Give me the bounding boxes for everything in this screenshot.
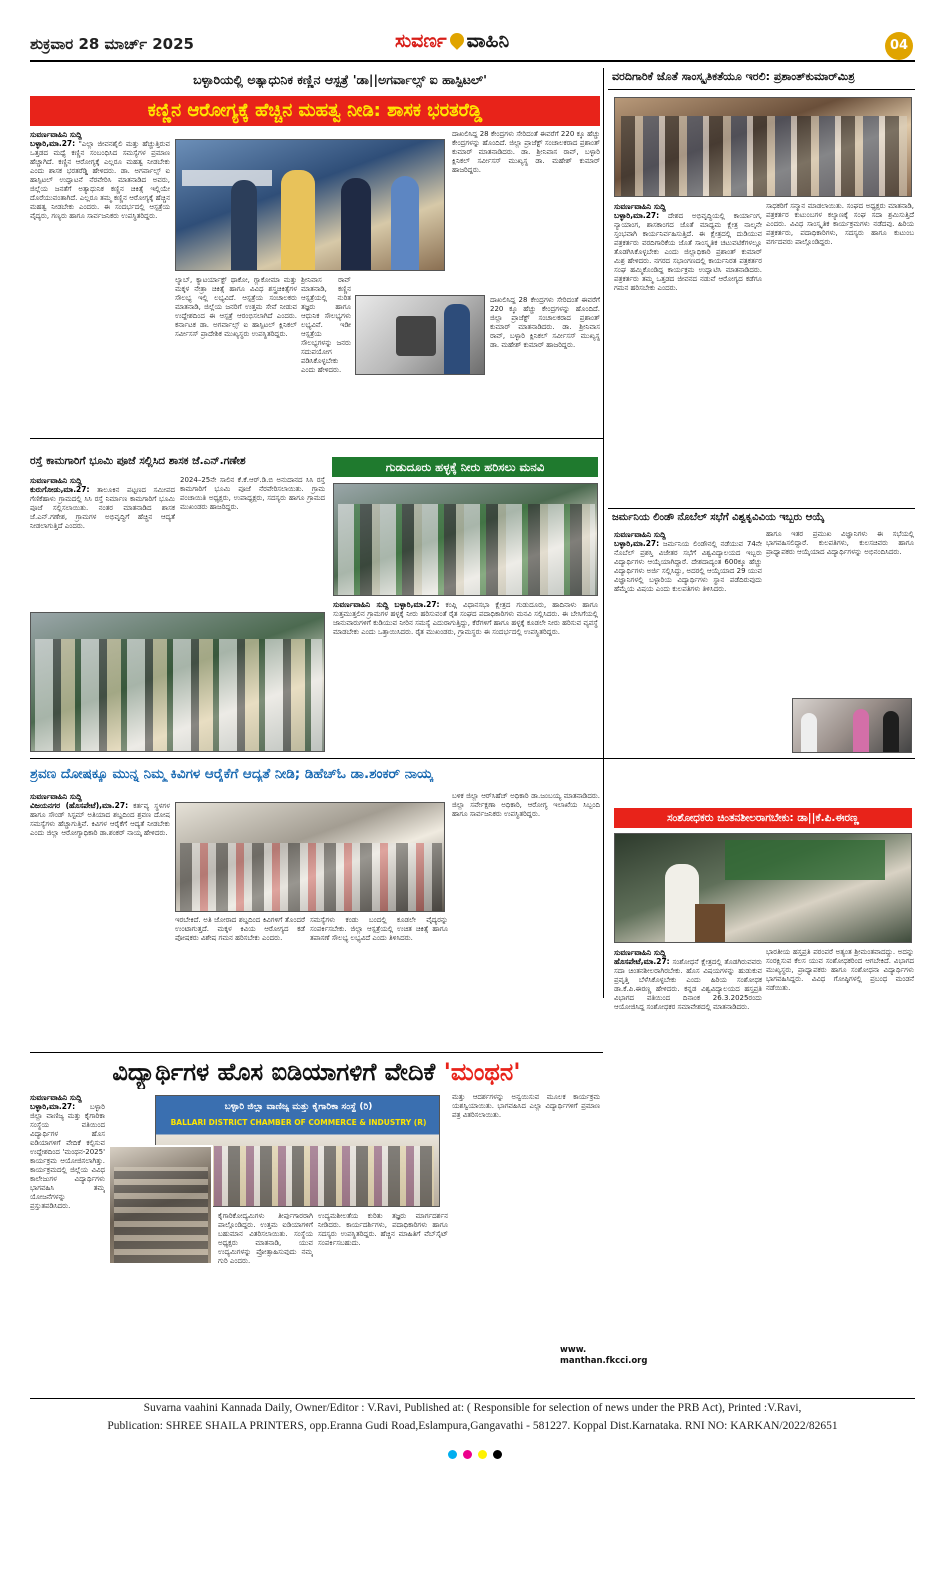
- black-mark-icon: [493, 1450, 502, 1459]
- story3-source: ಸುವರ್ಣವಾಹಿನಿ ಸುದ್ದಿ: [30, 476, 82, 485]
- audience: [180, 843, 442, 912]
- story8-body-3: ಉದ್ಯಮಶೀಲತೆಯ ಕುರಿತು ತಜ್ಞರು ಮಾರ್ಗದರ್ಶನ ನೀಡಿದರು. ಕಾರ್ಯದರ್ಶಿಗಳು, ಪದಾಧಿಕಾರಿಗಳು ಹಾಗೂ ಸದಸ್ಯರು ಉಪಸ್ಥಿತರಿದ್ದರು. ಹೆಚ್ಚಿನ ಮಾಹಿತಿಗೆ ವೆಬ್‌ಸೈಟ್ ಸಂಪರ್ಕಿಸಬಹುದು.: [318, 1212, 448, 1247]
- crowd: [338, 504, 595, 596]
- section-rule: [30, 438, 603, 439]
- story5-col1: [614, 530, 762, 752]
- person-figure: [341, 178, 371, 271]
- masthead: [0, 0, 945, 60]
- story1-col4: [452, 130, 600, 290]
- person-figure: [883, 711, 899, 753]
- story1-headline: ಕಣ್ಣಿನ ಆರೋಗ್ಯಕ್ಕೆ ಹೆಚ್ಚಿನ ಮಹತ್ವ ನೀಡಿ: ಶಾಸಕ ಭರತರೆಡ್ಡಿ: [147, 100, 483, 121]
- story8-headline: [30, 1055, 603, 1089]
- story2-col2: [766, 202, 914, 502]
- story1-dateline: ಬಳ್ಳಾರಿ,ಮಾ.27:: [30, 139, 76, 148]
- story7-dateline: ಹೊಸಪೇಟೆ,ಮಾ.27:: [614, 957, 670, 966]
- story6-col1: [30, 792, 170, 1047]
- registration-marks: [40, 1444, 910, 1463]
- magenta-mark-icon: [463, 1450, 472, 1459]
- section-rule: [608, 508, 915, 509]
- story7-headline-bar: [614, 808, 912, 828]
- story1-col4b: [490, 296, 600, 432]
- story2-dateline: ಬಳ್ಳಾರಿ,ಮಾ.27:: [614, 211, 660, 220]
- section-rule: [30, 758, 915, 759]
- story5-headline: ಜರ್ಮನಿಯ ಲಿಂಡೌ ನೊಬೆಲ್ ಸಭೆಗೆ ವಿಶ್ವಕೃವಿವಿಯ ಇಬ್ಬರು ಆಯ್ಕೆ: [612, 512, 825, 523]
- story1-kicker: ಬಳ್ಳಾರಿಯಲ್ಲಿ ಅತ್ಯಾಧುನಿಕ ಕಣ್ಣಿನ ಆಸ್ಪತ್ರೆ 'ಡಾ||ಅಗರ್ವಾಲ್ಸ್ ಐ ಹಾಸ್ಪಿಟಲ್': [193, 72, 487, 87]
- story7-col2: [766, 948, 914, 1393]
- story8-headline-accent: 'ಮಂಥನ': [443, 1058, 521, 1086]
- story4-source: ಸುವರ್ಣವಾಹಿನಿ ಸುದ್ದಿ: [333, 600, 389, 609]
- chamber-banner-kn: ಬಳ್ಳಾರಿ ಜಿಲ್ಲಾ ವಾಣಿಜ್ಯ ಮತ್ತು ಕೈಗಾರಿಕಾ ಸಂಸ್ಥೆ (ರಿ): [224, 1102, 373, 1112]
- masthead-logo: [395, 30, 555, 56]
- story8-col3: [318, 1212, 448, 1392]
- story6-col2: [175, 916, 305, 1048]
- story6-photo-awareness: [175, 802, 445, 912]
- story3-body-1: ತಾಲೂಕಿನ ಪಟ್ಟಣದ ಸಮೀಪದ ಗೆಣಿಕೆಹಾಳು ಗ್ರಾಮದಲ್ಲಿ ಸಿಸಿ ರಸ್ತೆ ನಿರ್ಮಾಣ ಕಾಮಗಾರಿಗೆ ಭೂಮಿ ಪೂಜೆ ಸಲ್ಲಿಸಲಾಯಿತು. ನಂತರ ಮಾತನಾಡಿದ ಶಾಸಕ ಜೆ.ಎನ್.ಗಣೇಶ, ಗ್ರಾಮಗಳ ಅಭಿವೃದ್ಧಿಗೆ ಹೆಚ್ಚಿನ ಆದ್ಯತೆ ನೀಡಲಾಗುತ್ತಿದೆ ಎಂದರು.: [30, 486, 175, 530]
- person-figure: [231, 180, 257, 271]
- crowd: [35, 639, 322, 752]
- stage-banner: [725, 840, 885, 880]
- footer-rule: [30, 1398, 915, 1399]
- story6-headline: ಶ್ರವಣ ದೋಷಕ್ಕೂ ಮುನ್ನ ನಿಮ್ಮ ಕಿವಿಗಳ ಆರೈಕೆಗೆ ಆದ್ಯತೆ ನೀಡಿ; ಡಿಹೆಚ್‌ಓ ಡಾ.ಶಂಕರ್ ನಾಯ್ಕ: [30, 766, 433, 782]
- imprint-line-1: Suvarna vaahini Kannada Daily, Owner/Editor : V.Ravi, Published at: ( Responsible for selection of news under the PRB Act), Printed :V.Ravi,: [143, 1402, 802, 1414]
- section-rule: [30, 1052, 603, 1053]
- page-number-badge: [885, 32, 913, 60]
- person-figure: [801, 713, 817, 753]
- cyan-mark-icon: [448, 1450, 457, 1459]
- logo-part-1: ಸುವರ್ಣ: [395, 30, 447, 52]
- story3-body-2: 2024–25ನೇ ಸಾಲಿನ ಕೆ.ಕೆ.ಆರ್.ಡಿ.ಬಿ ಅನುದಾನದ ಸಿಸಿ ರಸ್ತೆ ಕಾಮಗಾರಿಗೆ ಭೂಮಿ ಪೂಜೆ ನೆರವೇರಿಸಲಾಯಿತು. ಗ್ರಾಮ ಪಂಚಾಯಿತಿ ಅಧ್ಯಕ್ಷರು, ಉಪಾಧ್ಯಕ್ಷರು, ಸದಸ್ಯರು ಹಾಗೂ ಗ್ರಾಮದ ಮುಖಂಡರು ಹಾಜರಿದ್ದರು.: [180, 476, 325, 511]
- column-divider: [603, 68, 604, 998]
- story5-source: ಸುವರ್ಣವಾಹಿನಿ ಸುದ್ದಿ: [614, 530, 666, 539]
- story8-photo-audience: [108, 1145, 213, 1265]
- story4-body: ಕಂಪ್ಲಿ ವಿಧಾನಸಭಾ ಕ್ಷೇತ್ರದ ಗುಡುದೂರು, ಹಾದಿನಾಳು ಹಾಗೂ ಸುತ್ತಮುತ್ತಲಿನ ಗ್ರಾಮಗಳ ಹಳ್ಳಕ್ಕೆ ನೀರು ಹರಿಸುವಂತೆ ರೈತ ಸಂಘದ ಪದಾಧಿಕಾರಿಗಳು ಮನವಿ ಸಲ್ಲಿಸಿದರು. ಈ ಬೇಸಿಗೆಯಲ್ಲಿ ಜಾನುವಾರುಗಳಿಗೆ ಕುಡಿಯುವ ನೀರಿನ ಸಮಸ್ಯೆ ಎದುರಾಗುತ್ತಿದ್ದು, ಕೆರೆಗಳಿಗೆ ಹಾಗೂ ಹಳ್ಳಕ್ಕೆ ಕೂಡಲೇ ನೀರು ಹರಿಸುವ ವ್ಯವಸ್ಥೆ ಮಾಡಬೇಕು ಎಂದು ಒತ್ತಾಯಿಸಿದರು. ರೈತ ಮುಖಂಡರು, ಗ್ರಾಮಸ್ಥರು ಈ ಸಂದರ್ಭದಲ್ಲಿ ಉಪಸ್ಥಿತರಿದ್ದರು.: [333, 601, 598, 636]
- person-figure: [853, 709, 869, 753]
- story1-headline-bar: [30, 96, 600, 126]
- story1-body-4b: ದಾಖಲಿಸಿದ್ದ 28 ಕೇಂದ್ರಗಳು ಸೇರಿದಂತೆ ಈವರೆಗೆ 220 ಕ್ಕೂ ಹೆಚ್ಚು ಕೇಂದ್ರಗಳನ್ನು ಹೊಂದಿದೆ. ಜಿಲ್ಲಾ ಪ್ರಾಜೆಕ್ಟ್ ಸಂಚಾಲಕರಾದ ಪ್ರಶಾಂತ್ ಕುಮಾರ್ ಮಾತನಾಡಿದರು. ಡಾ. ಶ್ರೀನಿವಾಸ ರಾವ್, ಬಳ್ಳಾರಿ ಕ್ಲಿನಿಕಲ್ ಸರ್ವೀಸಸ್ ಮುಖ್ಯಸ್ಥ ಡಾ. ಮಹೇಶ್ ಕುಮಾರ್ ಹಾಜರಿದ್ದರು.: [490, 296, 600, 349]
- story6-body-4: ಬಳಿಕ ಜಿಲ್ಲಾ ಆರ್‌ಸಿಹೆಚ್ ಅಧಿಕಾರಿ ಡಾ.ಜಂಬಯ್ಯ ಮಾತನಾಡಿದರು. ಜಿಲ್ಲಾ ಸರ್ವೇಕ್ಷಣಾ ಅಧಿಕಾರಿ, ಆರೋಗ್ಯ ಇಲಾಖೆಯ ಸಿಬ್ಬಂದಿ ಹಾಗೂ ಸಾರ್ವಜನಿಕರು ಉಪಸ್ಥಿತರಿದ್ದರು.: [452, 792, 600, 818]
- story2-body-2: ಸಾಧಕರಿಗೆ ಸನ್ಮಾನ ಮಾಡಲಾಯಿತು. ಸಂಘದ ಅಧ್ಯಕ್ಷರು ಮಾತನಾಡಿ, ಪತ್ರಕರ್ತರ ಕುಟುಂಬಗಳ ಕಲ್ಯಾಣಕ್ಕೆ ಸಂಘ ಸದಾ ಶ್ರಮಿಸುತ್ತಿದೆ ಎಂದರು. ವಿವಿಧ ಸಾಂಸ್ಕೃತಿಕ ಕಾರ್ಯಕ್ರಮಗಳು ನಡೆದವು. ಹಿರಿಯ ಪತ್ರಕರ್ತರು, ಪದಾಧಿಕಾರಿಗಳು, ಸದಸ್ಯರು ಹಾಗೂ ಕುಟುಂಬ ವರ್ಗದವರು ಪಾಲ್ಗೊಂಡಿದ್ದರು.: [766, 202, 914, 246]
- story8-headline-plain: ವಿದ್ಯಾರ್ಥಿಗಳ ಹೊಸ ಐಡಿಯಾಗಳಿಗೆ ವೇದಿಕೆ: [112, 1058, 444, 1086]
- story7-photo-seminar: [614, 833, 912, 943]
- chamber-banner-en: BALLARI DISTRICT CHAMBER OF COMMERCE & INDUSTRY (R): [170, 1118, 427, 1127]
- story5-body-1: ಜರ್ಮನಿಯ ಲಿಂಡೌನಲ್ಲಿ ನಡೆಯುವ 74ನೇ ನೊಬೆಲ್ ಪ್ರಶಸ್ತಿ ವಿಜೇತರ ಸಭೆಗೆ ವಿಶ್ವವಿದ್ಯಾಲಯದ ಇಬ್ಬರು ವಿದ್ಯಾರ್ಥಿಗಳು ಆಯ್ಕೆಯಾಗಿದ್ದಾರೆ. ದೇಶದಾದ್ಯಂತ 600ಕ್ಕೂ ಹೆಚ್ಚು ವಿದ್ಯಾರ್ಥಿಗಳು ಅರ್ಜಿ ಸಲ್ಲಿಸಿದ್ದು, ಅದರಲ್ಲಿ ಆಯ್ಕೆಯಾದ 29 ಯುವ ವಿಜ್ಞಾನಿಗಳಲ್ಲಿ ಬಳ್ಳಾರಿಯ ವಿದ್ಯಾರ್ಥಿಗಳು ಸ್ಥಾನ ಪಡೆದಿರುವುದು ಹೆಮ್ಮೆಯ ವಿಷಯ ಎಂದು ಕುಲಪತಿಗಳು ತಿಳಿಸಿದರು.: [614, 540, 762, 593]
- story5-col2: [766, 530, 914, 690]
- story5-photo: [792, 698, 912, 753]
- story6-source: ಸುವರ್ಣವಾಹಿನಿ ಸುದ್ದಿ: [30, 792, 82, 801]
- logo-flame-icon: [447, 30, 467, 50]
- page-number: 04: [889, 38, 909, 53]
- story1-body-2: ಲ್ಯಾಬ್, ಕ್ಯಾಟರ್ಯಾಕ್ಟ್ ಥಾಕೋ, ಗ್ಲಾಕೋಮಾ ಮತ್ತು ಮಕ್ಕಳ ನೇತ್ರಾ ಚಿಕಿತ್ಸೆ ಹಾಗೂ ವಿವಿಧ ಶಸ್ತ್ರಚಿಕಿತ್ಸೆಗಳ ಸೌಲಭ್ಯ ಇಲ್ಲಿ ಲಭ್ಯವಿದೆ. ಆಸ್ಪತ್ರೆಯ ಸಂಚಾಲಕರು ಮಾತನಾಡಿ, ಜಿಲ್ಲೆಯ ಜನರಿಗೆ ಉತ್ತಮ ಸೇವೆ ನೀಡುವ ಉದ್ದೇಶದಿಂದ ಈ ಆಸ್ಪತ್ರೆ ಆರಂಭಿಸಲಾಗಿದೆ ಎಂದರು. ಕರ್ನಾಟಕ ಡಾ. ಅಗರ್ವಾಲ್ಸ್ ಐ ಹಾಸ್ಪಿಟಲ್ ಕ್ಲಿನಿಕಲ್ ಸರ್ವೀಸಸ್ ಪ್ರಾದೇಶಿಕ ಮುಖ್ಯಸ್ಥರು ಉಪಸ್ಥಿತರಿದ್ದರು.: [175, 276, 297, 338]
- story8-body-2: ಕೈಗಾರಿಕೋದ್ಯಮಿಗಳು ತೀರ್ಪುಗಾರರಾಗಿ ಪಾಲ್ಗೊಂಡಿದ್ದರು. ಉತ್ತಮ ಐಡಿಯಾಗಳಿಗೆ ಬಹುಮಾನ ವಿತರಿಸಲಾಯಿತು. ಸಂಸ್ಥೆಯ ಅಧ್ಯಕ್ಷರು ಮಾತನಾಡಿ, ಯುವ ಉದ್ಯಮಿಗಳನ್ನು ಪ್ರೋತ್ಸಾಹಿಸುವುದು ನಮ್ಮ ಗುರಿ ಎಂದರು.: [218, 1212, 313, 1265]
- story6-body-2: ಇರಬೇಕಿದೆ. ಅತಿ ಜೋರಾದ ಶಬ್ದದಿಂದ ಕಿವಿಗಳಿಗೆ ತೊಂದರೆ ಉಂಟಾಗುತ್ತದೆ. ಮಕ್ಕಳ ಕಿವಿಯ ಆರೋಗ್ಯದ ಕಡೆ ಪೋಷಕರು ವಿಶೇಷ ಗಮನ ಹರಿಸಬೇಕು ಎಂದರು.: [175, 916, 305, 942]
- group-row: [621, 116, 907, 197]
- story6-body-3: ಸಮಸ್ಯೆಗಳು ಕಂಡು ಬಂದಲ್ಲಿ ಕೂಡಲೇ ವೈದ್ಯರನ್ನು ಸಂಪರ್ಕಿಸಬೇಕು. ಜಿಲ್ಲಾ ಆಸ್ಪತ್ರೆಯಲ್ಲಿ ಉಚಿತ ಚಿಕಿತ್ಸೆ ಹಾಗೂ ತಪಾಸಣೆ ಸೌಲಭ್ಯ ಲಭ್ಯವಿದೆ ಎಂದು ತಿಳಿಸಿದರು.: [310, 916, 448, 942]
- story6-col3: [310, 916, 448, 1048]
- story4-photo-memorandum: [333, 483, 598, 596]
- story3-headline: ರಸ್ತೆ ಕಾಮಗಾರಿಗೆ ಭೂಮಿ ಪೂಜೆ ಸಲ್ಲಿಸಿದ ಶಾಸಕ ಜೆ.ಎನ್.ಗಣೇಶ: [30, 455, 246, 467]
- story3-photo-ceremony: [30, 612, 325, 752]
- story4-dateline: ಬಳ್ಳಾರಿ,ಮಾ.27:: [394, 600, 440, 609]
- story7-body-2: ಭಾರತೀಯ ಹಸ್ತಪ್ರತಿ ಪರಂಪರೆ ಅತ್ಯಂತ ಶ್ರೀಮಂತವಾದದ್ದು. ಅದನ್ನು ಸಂರಕ್ಷಿಸುವ ಕೆಲಸ ಯುವ ಸಂಶೋಧಕರಿಂದ ಆಗಬೇಕಿದೆ. ವಿಭಾಗದ ಮುಖ್ಯಸ್ಥರು, ಪ್ರಾಧ್ಯಾಪಕರು ಹಾಗೂ ಸಂಶೋಧನಾ ವಿದ್ಯಾರ್ಥಿಗಳು ಭಾಗವಹಿಸಿದ್ದರು. ವಿವಿಧ ಗೋಷ್ಠಿಗಳಲ್ಲಿ ಪ್ರಬಂಧ ಮಂಡನೆ ನಡೆಯಿತು.: [766, 948, 914, 992]
- story8-dateline: ಬಳ್ಳಾರಿ,ಮಾ.27:: [30, 1102, 76, 1111]
- story1-col3: [301, 276, 351, 432]
- story1-body-1: "ಎಲ್ಲಾ ಜೀವನಶೈಲಿ ಮತ್ತು ಹೆಚ್ಚುತ್ತಿರುವ ಒತ್ತಡದ ಮಧ್ಯೆ ಕಣ್ಣಿನ ಸಂಬಂಧಿಸಿದ ಸಮಸ್ಯೆಗಳ ಪ್ರಮಾಣ ಹೆಚ್ಚಾಗಿದೆ. ಕಣ್ಣಿನ ಆರೋಗ್ಯಕ್ಕೆ ಎಲ್ಲರೂ ಮಹತ್ವ ನೀಡಬೇಕು ಎಂದು ಶಾಸಕ ಭರತರೆಡ್ಡಿ ಹೇಳಿದರು. ಡಾ. ಅಗರ್ವಾಲ್ಸ್ ಐ ಹಾಸ್ಪಿಟಲ್ ಉದ್ಘಾಟನೆ ನೆರವೇರಿಸಿ ಮಾತನಾಡಿದ ಅವರು, ಜಿಲ್ಲೆಯ ಜನತೆಗೆ ಅತ್ಯಾಧುನಿಕ ಕಣ್ಣಿನ ಚಿಕಿತ್ಸೆ ಇಲ್ಲಿಯೇ ದೊರೆಯುವಂತಾಗಿದೆ. ಎಲ್ಲರೂ ತಮ್ಮ ಕಣ್ಣಿನ ಆರೋಗ್ಯಕ್ಕೆ ಹೆಚ್ಚಿನ ಮಹತ್ವ ನೀಡಬೇಕು ಎಂದರು. ಈ ಸಂದರ್ಭದಲ್ಲಿ ಆಸ್ಪತ್ರೆಯ ವೈದ್ಯರು, ಗಣ್ಯರು ಹಾಗೂ ಸಾರ್ವಜನಿಕರು ಉಪಸ್ಥಿತರಿದ್ದರು.: [30, 140, 170, 220]
- story8-col4: [452, 1093, 600, 1343]
- story4-headline-bar: [332, 457, 598, 477]
- story5-body-2: ಹಾಗೂ ಇತರ ಪ್ರಮುಖ ವಿಜ್ಞಾನಿಗಳು ಈ ಸಭೆಯಲ್ಲಿ ಭಾಗವಹಿಸಲಿದ್ದಾರೆ. ಕುಲಪತಿಗಳು, ಕುಲಸಚಿವರು ಹಾಗೂ ಪ್ರಾಧ್ಯಾಪಕರು ಆಯ್ಕೆಯಾದ ವಿದ್ಯಾರ್ಥಿಗಳನ್ನು ಅಭಿನಂದಿಸಿದರು.: [766, 530, 914, 556]
- story2-rule: [608, 89, 915, 90]
- issue-date: ಶುಕ್ರವಾರ 28 ಮಾರ್ಚ್ 2025: [30, 35, 194, 53]
- story4-headline: ಗುಡುದೂರು ಹಳ್ಳಕ್ಕೆ ನೀರು ಹರಿಸಲು ಮನವಿ: [385, 460, 545, 474]
- story4-body-wrap: [333, 600, 598, 750]
- imprint-line-2: Publication: SHREE SHAILA PRINTERS, opp.Eranna Gudi Road,Eslampura,Gangavathi - 581227. Koppal Dist.Karnataka. RNI NO: KARKAN/2022/82651: [107, 1420, 838, 1432]
- story7-source: ಸುವರ್ಣವಾಹಿನಿ ಸುದ್ದಿ: [614, 948, 666, 957]
- story8-col1: [30, 1093, 105, 1393]
- story2-body-1: ದೇಶದ ಅಭಿವೃದ್ಧಿಯಲ್ಲಿ ಕಾರ್ಯಾಂಗ, ನ್ಯಾಯಾಂಗ, ಶಾಸಕಾಂಗದ ಜೊತೆ ಮಾಧ್ಯಮ ಕ್ಷೇತ್ರ ನಾಲ್ಕನೇ ಸ್ತಂಭವಾಗಿ ಕಾರ್ಯನಿರ್ವಹಿಸುತ್ತಿದೆ. ಈ ಕ್ಷೇತ್ರದಲ್ಲಿ ದುಡಿಯುವ ಪತ್ರಕರ್ತರು ವರದಿಗಾರಿಕೆಯ ಜೊತೆ ಸಾಂಸ್ಕೃತಿಕ ಚಟುವಟಿಕೆಗಳಲ್ಲೂ ತೊಡಗಿಸಿಕೊಳ್ಳಬೇಕು ಎಂದು ಜಿಲ್ಲಾಧಿಕಾರಿ ಪ್ರಶಾಂತ್ ಕುಮಾರ್ ಮಿಶ್ರ ಹೇಳಿದರು. ನಗರದ ಸಭಾಂಗಣದಲ್ಲಿ ಕಾರ್ಯನಿರತ ಪತ್ರಕರ್ತರ ಸಂಘ ಹಮ್ಮಿಕೊಂಡಿದ್ದ ಕಾರ್ಯಕ್ರಮ ಉದ್ಘಾಟಿಸಿ ಮಾತನಾಡಿದರು. ಪತ್ರಕರ್ತರು ತಮ್ಮ ಒತ್ತಡದ ಜೀವನದ ನಡುವೆ ಆರೋಗ್ಯದ ಕಡೆಗೂ ಗಮನ ಹರಿಸಬೇಕು ಎಂದರು.: [614, 212, 762, 292]
- person-figure: [391, 176, 419, 271]
- story7-body-1: ಸಂಶೋಧನೆ ಕ್ಷೇತ್ರದಲ್ಲಿ ತೊಡಗಿರುವವರು ಸದಾ ಚಿಂತನಶೀಲರಾಗಿರಬೇಕು. ಹೊಸ ವಿಷಯಗಳನ್ನು ಹುಡುಕುವ ಪ್ರವೃತ್ತಿ ಬೆಳೆಸಿಕೊಳ್ಳಬೇಕು ಎಂದು ಹಿರಿಯ ಸಂಶೋಧಕ ಡಾ.ಕೆ.ಪಿ.ಈರಣ್ಣ ಹೇಳಿದರು. ಕನ್ನಡ ವಿಶ್ವವಿದ್ಯಾಲಯದ ಹಸ್ತಪ್ರತಿ ವಿಭಾಗದ ವತಿಯಿಂದ ದಿನಾಂಕ 26.3.2025ರಂದು ಆಯೋಜಿಸಿದ್ದ ಸಂಶೋಧಕರ ಸಮಾವೇಶದಲ್ಲಿ ಮಾತನಾಡಿದರು.: [614, 958, 762, 1011]
- story8-body-1: ಬಳ್ಳಾರಿ ಜಿಲ್ಲಾ ವಾಣಿಜ್ಯ ಮತ್ತು ಕೈಗಾರಿಕಾ ಸಂಸ್ಥೆಯ ವತಿಯಿಂದ ವಿದ್ಯಾರ್ಥಿಗಳ ಹೊಸ ಐಡಿಯಾಗಳಿಗೆ ವೇದಿಕೆ ಕಲ್ಪಿಸುವ ಉದ್ದೇಶದಿಂದ 'ಮಂಥನ-2025' ಕಾರ್ಯಕ್ರಮ ಆಯೋಜಿಸಲಾಗಿತ್ತು. ಕಾರ್ಯಕ್ರಮದಲ್ಲಿ ಜಿಲ್ಲೆಯ ವಿವಿಧ ಕಾಲೇಜುಗಳ ವಿದ್ಯಾರ್ಥಿಗಳು ಭಾಗವಹಿಸಿ ತಮ್ಮ ಯೋಜನೆಗಳನ್ನು ಪ್ರಸ್ತುತಪಡಿಸಿದರು.: [30, 1103, 105, 1210]
- story1-source: ಸುವರ್ಣವಾಹಿನಿ ಸುದ್ದಿ: [30, 130, 82, 139]
- story3-col2: [180, 476, 325, 606]
- story5-dateline: ಬಳ್ಳಾರಿ,ಮಾ.27:: [614, 539, 660, 548]
- story7-col1: [614, 948, 762, 1393]
- exam-machine: [396, 316, 436, 356]
- story1-photo-eye-exam: [355, 295, 485, 375]
- logo-part-2: ವಾಹಿನಿ: [466, 30, 510, 52]
- story6-dateline: ವಿಜಯನಗರ (ಹೊಸಪೇಟೆ),ಮಾ.27:: [30, 801, 129, 810]
- story3-col1: [30, 476, 175, 606]
- yellow-mark-icon: [478, 1450, 487, 1459]
- doctor-figure: [444, 304, 470, 375]
- story2-col1: [614, 202, 762, 502]
- story6-col4: [452, 792, 600, 1047]
- story2-source: ಸುವರ್ಣವಾಹಿನಿ ಸುದ್ದಿ: [614, 202, 666, 211]
- story2-headline: ವರದಿಗಾರಿಕೆ ಜೊತೆ ಸಾಂಸ್ಕೃತಿಕತೆಯೂ ಇರಲಿ: ಪ್ರಶಾಂತ್‌ಕುಮಾರ್‌ಮಿಶ್ರ: [612, 70, 855, 83]
- story2-photo-group: [614, 97, 912, 197]
- story1-photo-ceremony: [175, 139, 445, 271]
- story6-body-1: ಕರ್ತವ್ಯ ಸ್ಥಳಗಳ ಹಾಗೂ ಸೌಂಡ್ ಸಿಸ್ಟಮ್ ಅತಿಯಾದ ಶಬ್ದದಿಂದ ಶ್ರವಣ ದೋಷ ಸಮಸ್ಯೆಗಳು ಹೆಚ್ಚಾಗುತ್ತಿವೆ. ಕಿವಿಗಳ ಆರೈಕೆಗೆ ಆದ್ಯತೆ ನೀಡಬೇಕು ಎಂದು ಜಿಲ್ಲಾ ಆರೋಗ್ಯಾಧಿಕಾರಿ ಡಾ.ಶಂಕರ್ ನಾಯ್ಕ ಹೇಳಿದರು.: [30, 802, 170, 837]
- masthead-rule: [30, 60, 915, 62]
- story7-headline: ಸಂಶೋಧಕರು ಚಿಂತನಶೀಲರಾಗಬೇಕು: ಡಾ||ಕೆ.ಪಿ.ಈರಣ್ಣ: [667, 812, 859, 824]
- story8-website: www. manthan.fkcci.org: [560, 1345, 648, 1366]
- speaker-figure: [665, 864, 699, 943]
- hospital-sign: [182, 170, 272, 186]
- podium: [695, 904, 725, 943]
- story8-body-4: ಮತ್ತು ಆದರ್ಶಗಳನ್ನು ಅನ್ವಯಿಸುವ ಮೂಲಕ ಕಾರ್ಯಕ್ರಮ ಯಶಸ್ವಿಯಾಯಿತು. ಭಾಗವಹಿಸಿದ ಎಲ್ಲಾ ವಿದ್ಯಾರ್ಥಿಗಳಿಗೆ ಪ್ರಮಾಣ ಪತ್ರ ವಿತರಿಸಲಾಯಿತು.: [452, 1093, 600, 1119]
- story1-col2: [175, 276, 297, 432]
- story8-col2: [218, 1212, 313, 1392]
- audience: [114, 1167, 208, 1263]
- story1-body-3: ಶ್ರೀನಿವಾಸ ರಾವ್ ಮಾತನಾಡಿ, ಕಣ್ಣಿನ ಆಸ್ಪತ್ರೆಯಲ್ಲಿ ನುರಿತ ತಜ್ಞರು ಹಾಗೂ ಆಧುನಿಕ ಸೌಲಭ್ಯಗಳು ಲಭ್ಯವಿವೆ. ಇಡೀ ಆಸ್ಪತ್ರೆಯ ಸೌಲಭ್ಯಗಳನ್ನು ಜನರು ಸದುಪಯೋಗ ಪಡಿಸಿಕೊಳ್ಳಬೇಕು ಎಂದು ಹೇಳಿದರು.: [301, 276, 351, 374]
- story8-source: ಸುವರ್ಣವಾಹಿನಿ ಸುದ್ದಿ: [30, 1093, 82, 1102]
- story1-col1: [30, 130, 170, 432]
- story1-body-4: ದಾಖಲಿಸಿದ್ದ 28 ಕೇಂದ್ರಗಳು ಸೇರಿದಂತೆ ಈವರೆಗೆ 220 ಕ್ಕೂ ಹೆಚ್ಚು ಕೇಂದ್ರಗಳನ್ನು ಹೊಂದಿದೆ. ಜಿಲ್ಲಾ ಪ್ರಾಜೆಕ್ಟ್ ಸಂಚಾಲಕರಾದ ಪ್ರಶಾಂತ್ ಕುಮಾರ್ ಮಾತನಾಡಿದರು. ಡಾ. ಶ್ರೀನಿವಾಸ ರಾವ್, ಬಳ್ಳಾರಿ ಕ್ಲಿನಿಕಲ್ ಸರ್ವೀಸಸ್ ಮುಖ್ಯಸ್ಥ ಡಾ. ಮಹೇಶ್ ಕುಮಾರ್ ಹಾಜರಿದ್ದರು.: [452, 130, 600, 174]
- person-figure: [281, 170, 315, 271]
- story3-dateline: ಕುರುಗೋಡು,ಮಾ.27:: [30, 485, 90, 494]
